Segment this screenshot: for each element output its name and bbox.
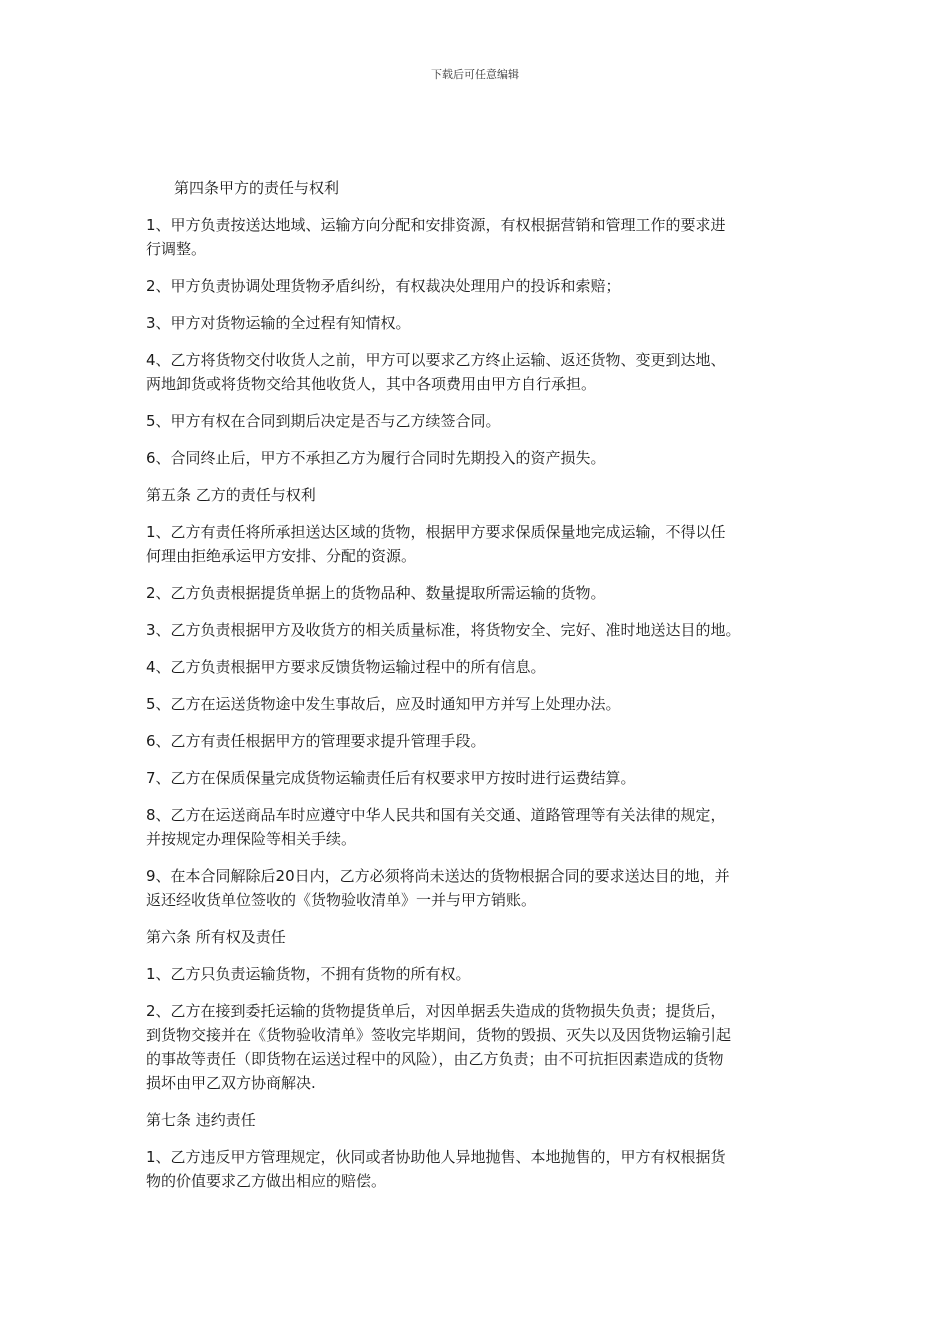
text-line: 物的价值要求乙方做出相应的赔偿。 [146,1172,387,1190]
text-line: 第五条 乙方的责任与权利 [146,486,316,504]
paragraph [146,729,811,753]
paragraph [146,692,811,716]
text-line: 返还经收货单位签收的《货物验收清单》一并与甲方销账。 [146,891,537,909]
text-line: 6、合同终止后，甲方不承担乙方为履行合同时先期投入的资产损失。 [146,449,606,467]
paragraph [146,864,811,912]
section-heading [146,483,811,507]
text-line: 行调整。 [146,240,207,258]
paragraph [146,962,811,986]
text-line: 2、乙方在接到委托运输的货物提货单后，对因单据丢失造成的货物损失负责；提货后， [146,1002,726,1020]
paragraph [146,274,811,298]
paragraph [146,311,811,335]
paragraph [146,520,811,568]
text-line: 4、乙方将货物交付收货人之前，甲方可以要求乙方终止运输、返还货物、变更到达地、 [146,351,726,369]
text-line: 1、乙方只负责运输货物，不拥有货物的所有权。 [146,965,471,983]
text-line: 6、乙方有责任根据甲方的管理要求提升管理手段。 [146,732,486,750]
text-line: 损坏由甲乙双方协商解决. [146,1074,316,1092]
text-line: 1、甲方负责按送达地域、运输方向分配和安排资源，有权根据营销和管理工作的要求进 [146,216,726,234]
paragraph [146,1145,811,1193]
paragraph [146,766,811,790]
text-line: 1、乙方违反甲方管理规定，伙同或者协助他人异地抛售、本地抛售的，甲方有权根据货 [146,1148,726,1166]
text-line: 何理由拒绝承运甲方安排、分配的资源。 [146,547,417,565]
text-line: 7、乙方在保质保量完成货物运输责任后有权要求甲方按时进行运费结算。 [146,769,636,787]
text-line: 第四条甲方的责任与权利 [174,179,340,197]
text-line: 3、甲方对货物运输的全过程有知情权。 [146,314,411,332]
text-line: 第七条 违约责任 [146,1111,256,1129]
text-line: 8、乙方在运送商品车时应遵守中华人民共和国有关交通、道路管理等有关法律的规定， [146,806,726,824]
text-line: 两地卸货或将货物交给其他收货人，其中各项费用由甲方自行承担。 [146,375,597,393]
text-line: 并按规定办理保险等相关手续。 [146,830,357,848]
text-line: 2、乙方负责根据提货单据上的货物品种、数量提取所需运输的货物。 [146,584,606,602]
section-heading [146,176,811,200]
section-heading [146,1108,811,1132]
text-line: 9、在本合同解除后20日内，乙方必须将尚未送达的货物根据合同的要求送达目的地，并 [146,867,730,885]
text-line: 1、乙方有责任将所承担送达区域的货物，根据甲方要求保质保量地完成运输，不得以任 [146,523,726,541]
paragraph [146,655,811,679]
document-body [146,176,811,1206]
paragraph [146,409,811,433]
text-line: 5、乙方在运送货物途中发生事故后，应及时通知甲方并写上处理办法。 [146,695,621,713]
paragraph [146,213,811,261]
paragraph [146,446,811,470]
section-heading [146,925,811,949]
text-line: 3、乙方负责根据甲方及收货方的相关质量标准，将货物安全、完好、准时地送达目的地。 [146,621,741,639]
text-line: 到货物交接并在《货物验收清单》签收完毕期间，货物的毁损、灭失以及因货物运输引起 [146,1026,732,1044]
text-line: 的事故等责任（即货物在运送过程中的风险），由乙方负责；由不可抗拒因素造成的货物 [146,1050,724,1068]
text-line: 2、甲方负责协调处理货物矛盾纠纷，有权裁决处理用户的投诉和索赔； [146,277,621,295]
text-line: 5、甲方有权在合同到期后决定是否与乙方续签合同。 [146,412,501,430]
paragraph [146,581,811,605]
text-line: 4、乙方负责根据甲方要求反馈货物运输过程中的所有信息。 [146,658,546,676]
paragraph [146,999,811,1095]
paragraph [146,803,811,851]
paragraph [146,348,811,396]
paragraph [146,618,811,642]
page-header: 下载后可任意编辑 [431,68,519,81]
text-line: 第六条 所有权及责任 [146,928,286,946]
